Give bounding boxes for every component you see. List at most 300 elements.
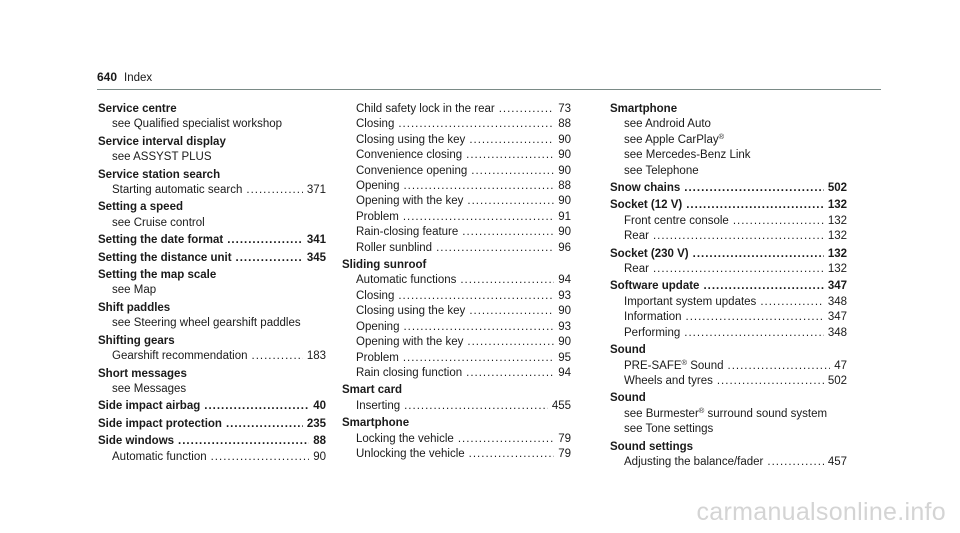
subentry-text: Opening: [356, 180, 400, 193]
page-ref[interactable]: 88: [558, 180, 571, 193]
index-entry: [610, 247, 847, 278]
page-ref[interactable]: 90: [558, 226, 571, 239]
dot-leader: [436, 241, 554, 256]
header-divider: [97, 89, 881, 90]
page-ref[interactable]: 90: [558, 195, 571, 208]
dot-leader: [226, 417, 303, 432]
index-term[interactable]: [98, 268, 326, 283]
index-subentry[interactable]: [610, 214, 847, 229]
subentry-text: Unlocking the vehicle: [356, 447, 465, 460]
index-subentry[interactable]: [610, 374, 847, 389]
index-subentry[interactable]: [342, 164, 571, 179]
index-term-label: Shift paddles: [98, 301, 171, 314]
page-ref[interactable]: 132: [827, 214, 847, 227]
index-column-3: [610, 102, 847, 470]
index-subentry[interactable]: [342, 225, 571, 240]
index-term[interactable]: [610, 440, 847, 455]
subentry-text: see Steering wheel gearshift paddles: [112, 317, 301, 330]
index-subentry[interactable]: [342, 320, 571, 335]
subentry-label: [624, 455, 763, 470]
page-ref[interactable]: 79: [558, 432, 571, 445]
subentry-text: Problem: [356, 351, 399, 364]
subentry-label: [356, 241, 432, 256]
subentry-label: [112, 216, 205, 231]
index-term-label: Side windows: [98, 435, 175, 448]
page-ref[interactable]: 94: [558, 366, 571, 379]
dot-leader: [227, 233, 303, 248]
page-ref[interactable]: 90: [558, 149, 571, 162]
page-ref[interactable]: 132: [827, 230, 847, 243]
index-entry: [342, 383, 571, 414]
index-subentry[interactable]: [342, 447, 571, 462]
subentry-text: Rear: [624, 263, 649, 276]
dot-leader: [760, 295, 824, 310]
index-term[interactable]: [98, 417, 326, 432]
subentry-text: Closing: [356, 289, 395, 302]
dot-leader: [466, 366, 554, 381]
index-term[interactable]: [98, 251, 326, 266]
index-subentry[interactable]: [98, 382, 326, 397]
subentry-label: [624, 295, 756, 310]
index-subentry[interactable]: [342, 148, 571, 163]
subentry-text: Opening with the key: [356, 195, 464, 208]
subentry-text: Adjusting the balance/fader: [624, 455, 764, 468]
subentry-label: [624, 117, 711, 132]
dot-leader: [469, 133, 554, 148]
page-ref[interactable]: 90: [558, 336, 571, 349]
page-ref[interactable]: 502: [827, 182, 847, 195]
index-term[interactable]: [610, 198, 847, 213]
index-subentry[interactable]: [342, 210, 571, 225]
page-ref[interactable]: 90: [313, 450, 326, 463]
index-term[interactable]: [98, 434, 326, 449]
index-subentry[interactable]: [342, 432, 571, 447]
index-term-label: Smartphone: [610, 103, 678, 115]
index-subentry[interactable]: [342, 179, 571, 194]
subentry-label: [356, 102, 495, 117]
index-term-label: Short messages: [98, 367, 187, 380]
index-entry: [98, 251, 326, 266]
subentry-text: PRE-SAFE: [624, 359, 682, 372]
subentry-text: see Mercedes-Benz Link: [624, 149, 751, 162]
page-ref[interactable]: 73: [558, 103, 571, 115]
dot-leader: [462, 225, 554, 240]
index-term[interactable]: [98, 367, 326, 382]
subentry-label: [624, 359, 724, 374]
index-subentry[interactable]: [610, 295, 847, 310]
page-ref[interactable]: 96: [558, 241, 571, 254]
dot-leader: [460, 273, 554, 288]
index-subentry[interactable]: [610, 262, 847, 277]
page-ref[interactable]: 90: [558, 305, 571, 318]
subentry-text: Closing using the key: [356, 133, 466, 146]
subentry-text: Automatic function: [112, 450, 207, 463]
index-entry: [98, 301, 326, 332]
page-ref[interactable]: 88: [558, 118, 571, 131]
index-entry: [98, 367, 326, 398]
index-entry: [342, 102, 571, 256]
index-column-2: [342, 102, 571, 462]
dot-leader: [403, 210, 554, 225]
index-term-label: Smart card: [342, 384, 403, 397]
subentry-label: [624, 374, 713, 389]
subentry-text: Gearshift recommendation: [112, 350, 248, 363]
subentry-text: see Messages: [112, 382, 187, 395]
dot-leader: [471, 164, 554, 179]
dot-leader: [767, 455, 823, 470]
registered-mark: ®: [681, 357, 688, 367]
subentry-label: [112, 316, 301, 331]
subentry-label: [356, 447, 465, 462]
dot-leader: [686, 310, 824, 325]
index-entry: [342, 258, 571, 381]
subentry-text: Rain-closing feature: [356, 226, 459, 239]
index-term[interactable]: [98, 135, 326, 150]
subentry-text: see ASSYST PLUS: [112, 151, 212, 164]
index-term[interactable]: [98, 301, 326, 316]
index-term-label: Sliding sunroof: [342, 259, 427, 272]
subentry-text: see Android Auto: [624, 118, 711, 131]
dot-leader: [686, 198, 824, 213]
index-subentry[interactable]: [342, 102, 571, 117]
dot-leader: [653, 262, 824, 277]
index-term[interactable]: [98, 399, 326, 414]
subentry-label: [624, 229, 649, 244]
index-entry: [610, 440, 847, 471]
index-term[interactable]: [610, 391, 847, 406]
index-subentry[interactable]: [342, 117, 571, 132]
index-subentry[interactable]: [610, 229, 847, 244]
dot-leader: [499, 102, 555, 117]
page-ref[interactable]: 90: [558, 164, 571, 177]
subentry-text: Starting automatic search: [112, 184, 243, 197]
subentry-text: Convenience closing: [356, 149, 463, 162]
index-subentry[interactable]: [610, 117, 847, 132]
dot-leader: [703, 279, 823, 294]
section-title: Index: [124, 72, 153, 84]
index-subentry[interactable]: [342, 194, 571, 209]
index-term-label: Side impact airbag: [98, 400, 201, 413]
subentry-label: [356, 225, 458, 240]
page-ref[interactable]: 455: [551, 399, 571, 412]
subentry-text-cont: surround sound system: [704, 407, 828, 420]
subentry-text: Closing using the key: [356, 305, 466, 318]
index-term[interactable]: [610, 181, 847, 196]
index-subentry[interactable]: [98, 283, 326, 298]
subentry-text: Front centre console: [624, 214, 729, 227]
dot-leader: [403, 320, 554, 335]
dot-leader: [469, 304, 554, 319]
subentry-text: Rain closing function: [356, 366, 463, 379]
index-subentry[interactable]: [342, 304, 571, 319]
index-term[interactable]: [98, 233, 326, 248]
index-subentry[interactable]: [98, 216, 326, 231]
index-term-label: Socket (230 V): [610, 247, 689, 260]
dot-leader: [684, 326, 824, 341]
subentry-text: see Tone settings: [624, 423, 714, 436]
index-entry: [98, 135, 326, 166]
subentry-label: [356, 335, 463, 350]
index-term-label: Software update: [610, 280, 700, 293]
index-term[interactable]: [342, 383, 571, 398]
subentry-text: Child safety lock in the rear: [356, 103, 495, 115]
index-subentry[interactable]: [610, 133, 847, 148]
registered-mark: ®: [698, 405, 705, 415]
index-subentry[interactable]: [610, 359, 847, 374]
index-subentry[interactable]: [98, 316, 326, 331]
subentry-label: [356, 133, 465, 148]
subentry-label: [624, 407, 827, 422]
index-term[interactable]: [610, 102, 847, 117]
index-term-label: Socket (12 V): [610, 199, 683, 212]
page-ref[interactable]: 90: [558, 133, 571, 146]
subentry-text: Roller sunblind: [356, 241, 433, 254]
index-subentry[interactable]: [342, 399, 571, 414]
page-header: [97, 70, 152, 84]
index-subentry[interactable]: [610, 310, 847, 325]
index-term-label: Service centre: [98, 103, 177, 115]
index-subentry[interactable]: [342, 289, 571, 304]
index-entry: [98, 200, 326, 231]
index-subentry[interactable]: [342, 133, 571, 148]
subentry-label: [112, 283, 156, 298]
subentry-text: Rear: [624, 230, 649, 243]
index-entry: [610, 391, 847, 437]
subentry-text: Wheels and tyres: [624, 374, 713, 387]
index-term-label: Setting a speed: [98, 201, 183, 214]
page-ref[interactable]: 132: [827, 199, 847, 212]
index-term-label: Side impact protection: [98, 417, 222, 430]
index-term-label: Setting the distance unit: [98, 251, 232, 264]
page-ref[interactable]: 79: [558, 447, 571, 460]
index-subentry[interactable]: [98, 349, 326, 364]
subentry-label: [356, 432, 454, 447]
page-ref[interactable]: 502: [827, 374, 847, 387]
index-subentry[interactable]: [610, 148, 847, 163]
index-term[interactable]: [342, 416, 571, 431]
dot-leader: [211, 450, 310, 465]
subentry-label: [624, 133, 724, 148]
index-subentry[interactable]: [342, 335, 571, 350]
subentry-text: Performing: [624, 326, 681, 339]
dot-leader: [653, 229, 824, 244]
index-term-label: Service interval display: [98, 135, 226, 148]
index-entry: [610, 102, 847, 179]
dot-leader: [467, 194, 554, 209]
dot-leader: [252, 349, 303, 364]
page-ref[interactable]: 132: [827, 263, 847, 276]
index-entry: [98, 102, 326, 133]
index-term-label: Sound settings: [610, 440, 694, 453]
subentry-text: Information: [624, 311, 682, 324]
index-term[interactable]: [98, 102, 326, 117]
page-ref[interactable]: 348: [827, 326, 847, 339]
page-ref[interactable]: 94: [558, 274, 571, 287]
page-ref[interactable]: 88: [313, 435, 326, 448]
page-ref[interactable]: 40: [313, 400, 326, 413]
page-ref[interactable]: 183: [306, 350, 326, 363]
subentry-text: see Cruise control: [112, 216, 205, 229]
page-ref[interactable]: 347: [827, 280, 847, 293]
subentry-label: [624, 148, 751, 163]
watermark: carmanualsonline.info: [696, 498, 946, 526]
index-term[interactable]: [610, 343, 847, 358]
page-ref[interactable]: 93: [558, 320, 571, 333]
index-entry: [610, 181, 847, 196]
index-subentry[interactable]: [98, 150, 326, 165]
registered-mark: ®: [718, 131, 725, 141]
subentry-text: Locking the vehicle: [356, 432, 454, 445]
page-ref[interactable]: 47: [834, 359, 847, 372]
subentry-text: Convenience opening: [356, 164, 468, 177]
dot-leader: [458, 432, 554, 447]
subentry-label: [356, 164, 467, 179]
page-ref[interactable]: 457: [827, 455, 847, 468]
subentry-text: Opening: [356, 320, 400, 333]
subentry-text: Problem: [356, 210, 399, 223]
index-subentry[interactable]: [610, 164, 847, 179]
subentry-text: see Map: [112, 284, 157, 297]
index-term-label: Shifting gears: [98, 334, 175, 347]
index-entry: [98, 168, 326, 199]
subentry-label: [356, 289, 394, 304]
page-ref[interactable]: 132: [827, 247, 847, 260]
subentry-label: [356, 366, 462, 381]
index-subentry[interactable]: [342, 351, 571, 366]
dot-leader: [467, 335, 554, 350]
index-term-label: Service station search: [98, 168, 221, 181]
subentry-label: [624, 310, 682, 325]
subentry-text-cont: Sound: [687, 359, 724, 372]
index-term-label: Sound: [610, 344, 646, 357]
index-entry: [98, 334, 326, 365]
subentry-text: Automatic functions: [356, 274, 457, 287]
page-ref[interactable]: 371: [306, 184, 326, 197]
index-term[interactable]: [98, 334, 326, 349]
dot-leader: [733, 214, 824, 229]
index-subentry[interactable]: [342, 241, 571, 256]
index-entry: [610, 198, 847, 244]
index-subentry[interactable]: [98, 183, 326, 198]
subentry-label: [112, 150, 212, 165]
dot-leader: [728, 359, 831, 374]
dot-leader: [204, 399, 309, 414]
subentry-text: Important system updates: [624, 295, 757, 308]
index-term[interactable]: [610, 247, 847, 262]
subentry-label: [624, 214, 729, 229]
index-term[interactable]: [98, 200, 326, 215]
subentry-label: [356, 320, 399, 335]
dot-leader: [684, 181, 824, 196]
subentry-text: see Telephone: [624, 164, 699, 177]
subentry-label: [112, 382, 186, 397]
index-term[interactable]: [98, 168, 326, 183]
dot-leader: [693, 247, 824, 262]
subentry-text: see Apple CarPlay: [624, 133, 719, 146]
subentry-label: [112, 117, 282, 132]
dot-leader: [398, 117, 554, 132]
index-term-label: Smartphone: [342, 417, 410, 430]
index-term-label: Sound: [610, 392, 646, 405]
index-entry: [98, 434, 326, 465]
index-entry: [610, 279, 847, 341]
index-entry: [98, 268, 326, 299]
index-subentry[interactable]: [98, 450, 326, 465]
page-ref[interactable]: 93: [558, 289, 571, 302]
subentry-label: [356, 304, 465, 319]
subentry-text: Opening with the key: [356, 336, 464, 349]
subentry-label: [356, 210, 399, 225]
subentry-label: [112, 349, 248, 364]
page-ref[interactable]: 235: [306, 417, 326, 430]
subentry-label: [356, 179, 399, 194]
page-ref[interactable]: 95: [558, 351, 571, 364]
index-term-label: Setting the map scale: [98, 269, 217, 282]
index-subentry[interactable]: [610, 326, 847, 341]
subentry-label: [356, 273, 456, 288]
page-ref[interactable]: 91: [558, 210, 571, 223]
subentry-label: [624, 262, 649, 277]
index-subentry[interactable]: [610, 455, 847, 470]
page-ref[interactable]: 347: [827, 311, 847, 324]
subentry-label: [356, 194, 463, 209]
subentry-label: [624, 422, 713, 437]
subentry-label: [624, 326, 680, 341]
page-ref[interactable]: 341: [306, 234, 326, 247]
index-subentry[interactable]: [98, 117, 326, 132]
index-subentry[interactable]: [610, 422, 847, 437]
index-entry: [98, 399, 326, 414]
subentry-label: [112, 183, 242, 198]
index-subentry[interactable]: [342, 273, 571, 288]
dot-leader: [717, 374, 824, 389]
subentry-text: see Qualified specialist workshop: [112, 118, 283, 131]
index-subentry[interactable]: [610, 407, 847, 422]
index-column-1: [98, 102, 326, 465]
subentry-label: [624, 164, 699, 179]
dot-leader: [404, 399, 548, 414]
dot-leader: [178, 434, 309, 449]
subentry-text: see Burmester: [624, 407, 699, 420]
dot-leader: [469, 447, 555, 462]
dot-leader: [236, 251, 303, 266]
index-term[interactable]: [610, 279, 847, 294]
index-entry: [342, 416, 571, 462]
subentry-label: [356, 148, 462, 163]
index-entry: [98, 417, 326, 432]
dot-leader: [466, 148, 554, 163]
subentry-label: [356, 117, 394, 132]
index-entry: [610, 343, 847, 389]
index-term[interactable]: [342, 258, 571, 273]
subentry-label: [356, 399, 400, 414]
dot-leader: [398, 289, 554, 304]
page-number: 640: [97, 70, 118, 84]
page-ref[interactable]: 348: [827, 295, 847, 308]
page-ref[interactable]: 345: [306, 251, 326, 264]
index-term-label: Snow chains: [610, 182, 681, 195]
index-subentry[interactable]: [342, 366, 571, 381]
dot-leader: [246, 183, 302, 198]
subentry-text: Inserting: [356, 399, 401, 412]
index-entry: [98, 233, 326, 248]
dot-leader: [403, 351, 554, 366]
subentry-text: Closing: [356, 118, 395, 131]
index-term-label: Setting the date format: [98, 234, 224, 247]
subentry-label: [356, 351, 399, 366]
dot-leader: [403, 179, 554, 194]
subentry-label: [112, 450, 207, 465]
